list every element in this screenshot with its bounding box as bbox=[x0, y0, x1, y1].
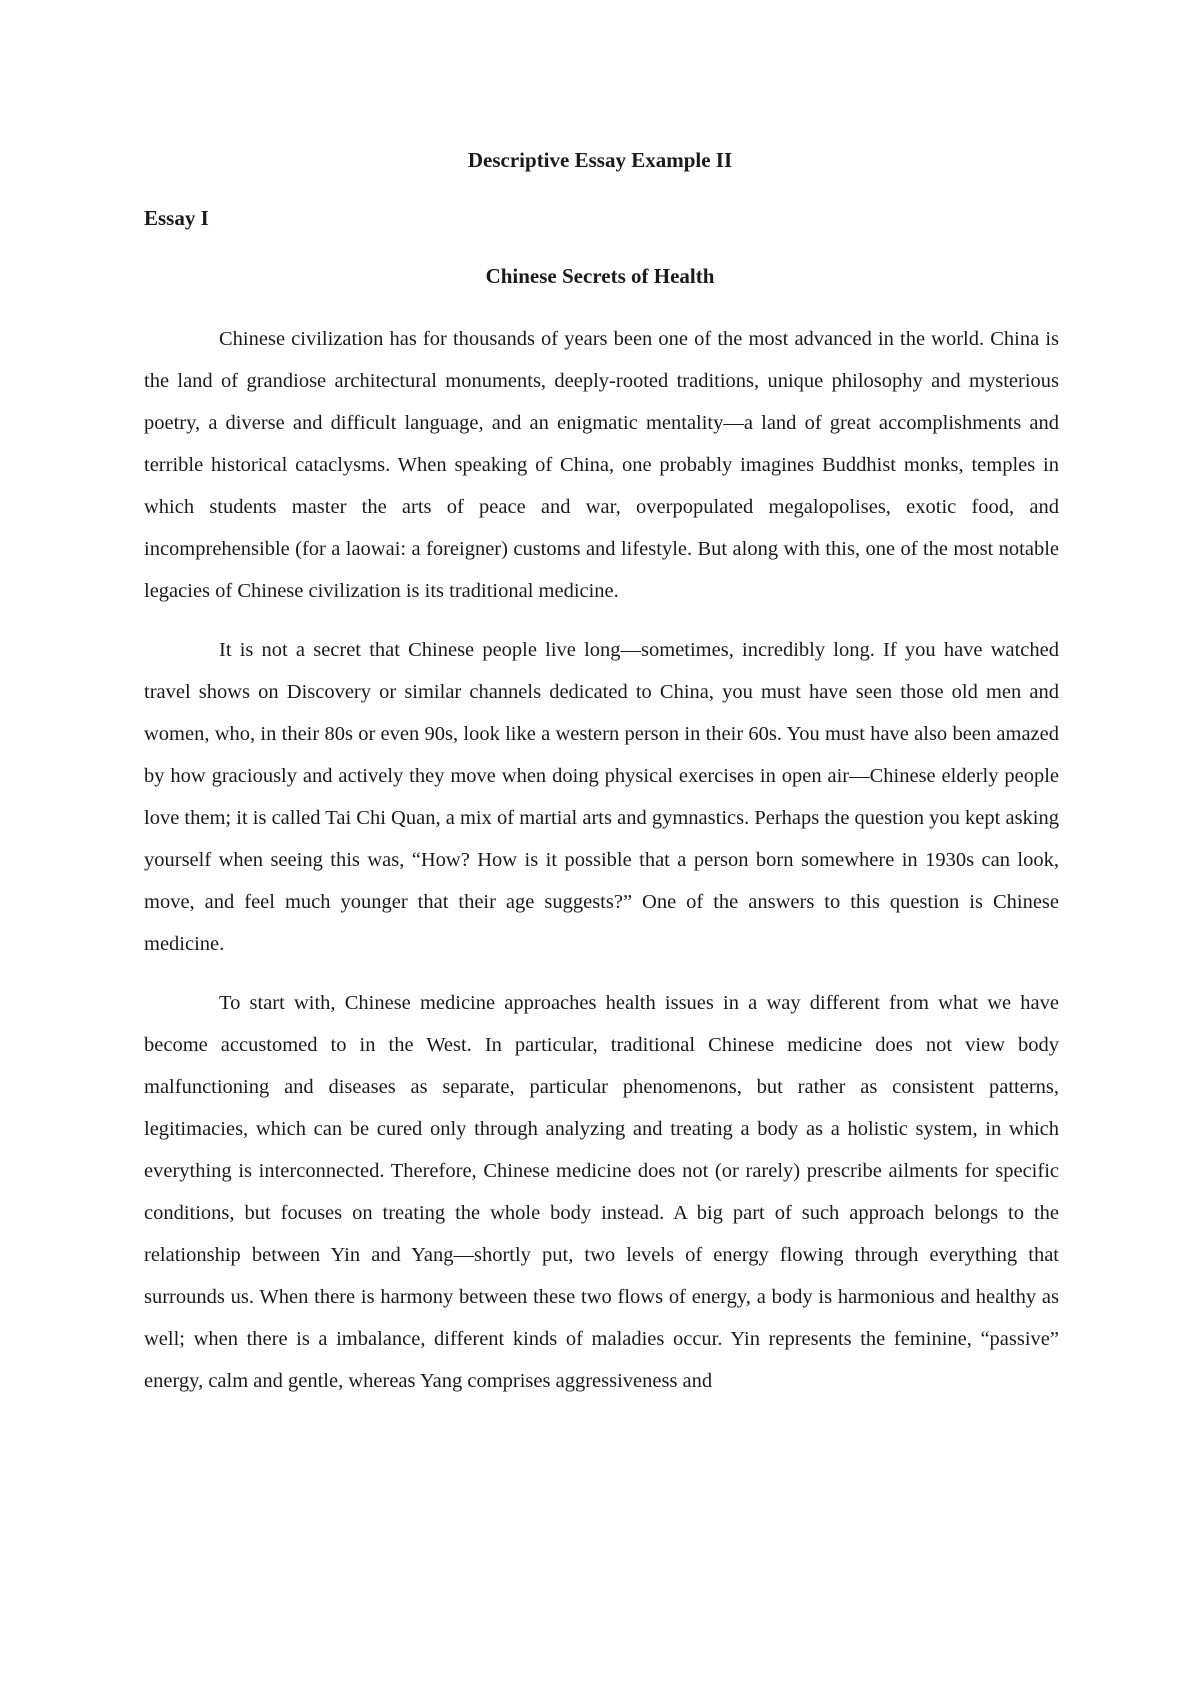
essay-body bbox=[144, 318, 1059, 1419]
paragraph: It is not a secret that Chinese people live long—sometimes, incredibly long. If you have watched travel shows on Discovery or similar channels dedicated to China, you must have seen those old men and women, who, in their 80s or even 90s, look like a western person in their 60s. You must have also been amazed by how graciously and actively they move when doing physical exercises in open air—Chinese elderly people love them; it is called Tai Chi Quan, a mix of martial arts and gymnastics. Perhaps the question you kept asking yourself when seeing this was, “How? How is it possible that a person born somewhere in 1930s can look, move, and feel much younger that their age suggests?” One of the answers to this question is Chinese medicine. bbox=[144, 639, 1059, 955]
essay-title: Chinese Secrets of Health bbox=[485, 264, 715, 288]
paragraph: Chinese civilization has for thousands of years been one of the most advanced in the world. China is the land of grandiose architectural monuments, deeply-rooted traditions, unique philosophy and mysterious poetry, a diverse and difficult language, and an enigmatic mentality—a land of great accomplishments and terrible historical cataclysms. When speaking of China, one probably imagines Buddhist monks, temples in which students master the arts of peace and war, overpopulated megalopolises, exotic food, and incomprehensible (for a laowai: a foreigner) customs and lifestyle. But along with this, one of the most notable legacies of Chinese civilization is its traditional medicine. bbox=[144, 328, 1059, 602]
document-title: Descriptive Essay Example II bbox=[467, 148, 733, 172]
paragraph: To start with, Chinese medicine approaches health issues in a way different from what we have become accustomed to in the West. In particular, traditional Chinese medicine does not view body malfunctioning and diseases as separate, particular phenomenons, but rather as consistent patterns, legitimacies, which can be cured only through analyzing and treating a body as a holistic system, in which everything is interconnected. Therefore, Chinese medicine does not (or rarely) prescribe ailments for specific conditions, but focuses on treating the whole body instead. A big part of such approach belongs to the relationship between Yin and Yang—shortly put, two levels of energy flowing through everything that surrounds us. When there is harmony between these two flows of energy, a body is harmonious and healthy as well; when there is a imbalance, different kinds of maladies occur. Yin represents the feminine, “passive” energy, calm and gentle, whereas Yang comprises aggressiveness and bbox=[144, 992, 1059, 1392]
essay-label: Essay I bbox=[144, 206, 209, 230]
